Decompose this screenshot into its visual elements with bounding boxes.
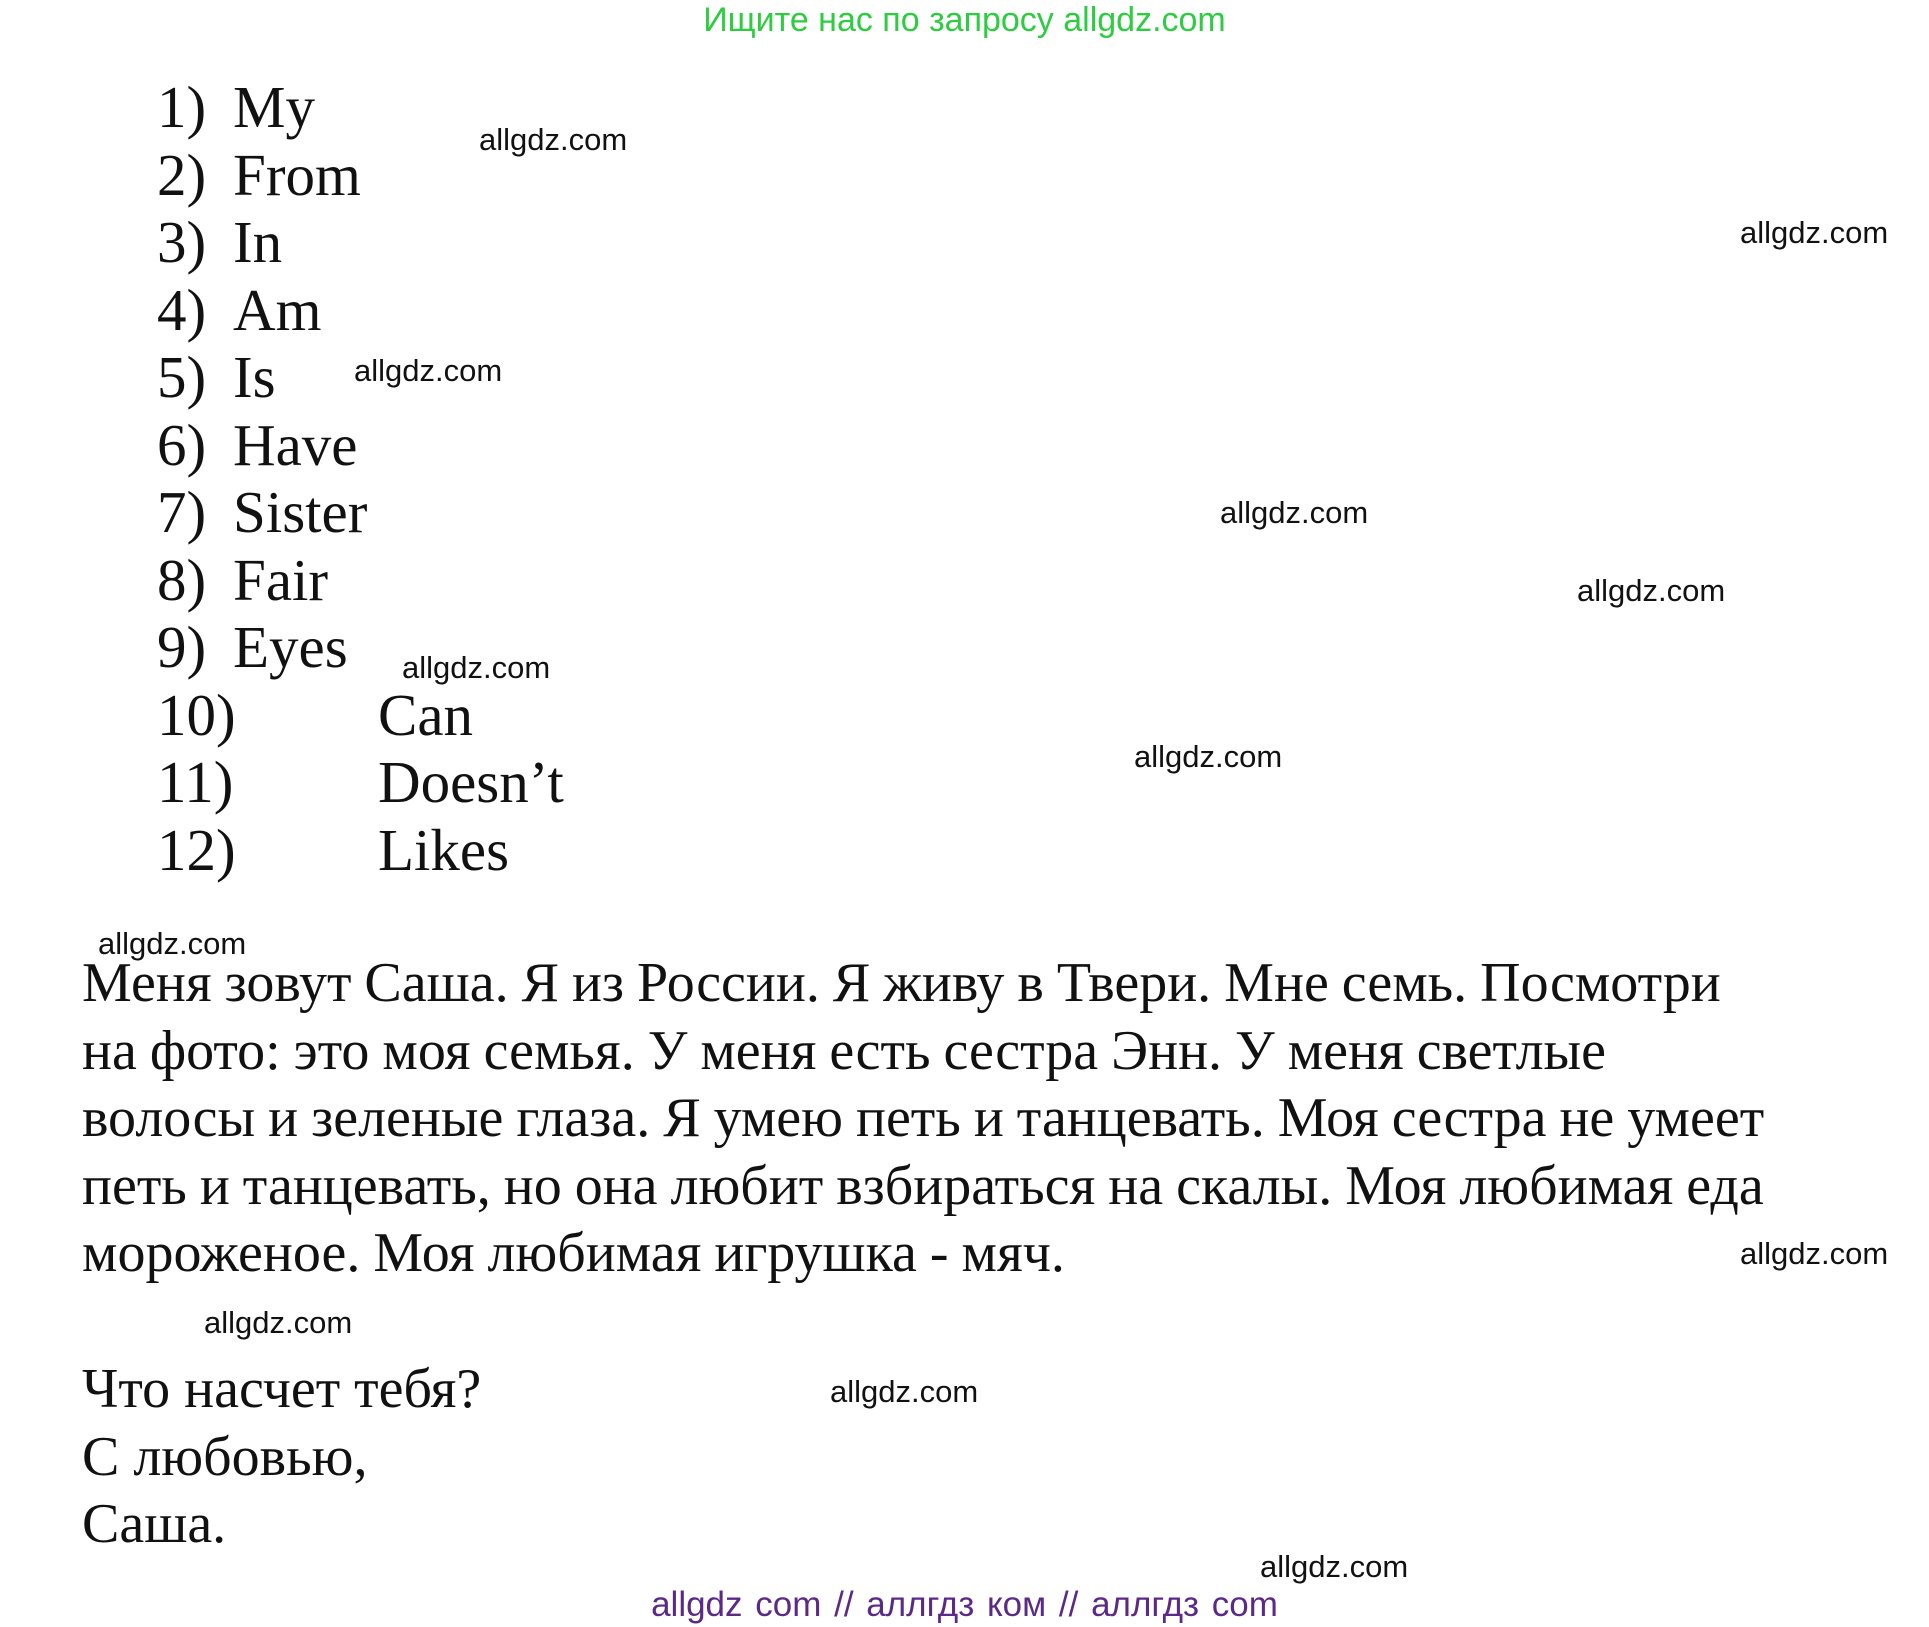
answer-number: 7) <box>157 479 207 545</box>
answer-number: 12) <box>157 816 236 883</box>
answer-item <box>157 209 564 277</box>
answer-word: Am <box>233 276 322 343</box>
watermark: allgdz.com <box>830 1374 979 1409</box>
answer-word: Likes <box>378 816 510 883</box>
answer-number: 1) <box>157 74 207 140</box>
answer-item <box>157 817 564 885</box>
answer-list <box>157 74 564 884</box>
answer-item <box>157 682 564 750</box>
watermark: allgdz.com <box>1220 495 1369 530</box>
answer-number: 9) <box>157 614 207 680</box>
answer-word: Sister <box>233 479 368 545</box>
footer-links: allgdz com // аллгдз ком // аллгдз com <box>651 1585 1278 1624</box>
answer-word: Have <box>233 411 358 478</box>
watermark: allgdz.com <box>98 926 247 961</box>
answer-item <box>157 547 564 615</box>
answer-item <box>157 479 564 547</box>
watermark: allgdz.com <box>402 650 551 685</box>
answer-word: Is <box>233 344 276 410</box>
watermark: allgdz.com <box>1740 1236 1889 1271</box>
answer-number: 6) <box>157 411 207 478</box>
watermark: allgdz.com <box>204 1305 353 1340</box>
translation-line: мороженое. Моя любимая игрушка - мяч. <box>82 1222 1065 1284</box>
translation-paragraph <box>82 950 1912 1288</box>
answer-number: 10) <box>157 681 236 748</box>
translation-line: петь и танцевать, но она любит взбираться на скалы. Моя любимая еда <box>82 1154 1764 1217</box>
answer-word: In <box>233 209 283 275</box>
top-search-banner: Ищите нас по запросу allgdz.com <box>703 1 1226 39</box>
answer-word: Can <box>378 681 474 748</box>
watermark: allgdz.com <box>354 353 503 388</box>
answer-number: 5) <box>157 344 207 410</box>
translation-line: Меня зовут Саша. Я из России. Я живу в Твери. Мне семь. Посмотри <box>82 952 1721 1014</box>
translation-line: на фото: это моя семья. У меня есть сестра Энн. У меня светлые <box>82 1019 1607 1082</box>
closing-question: Что насчет тебя? <box>82 1358 482 1420</box>
translation-line: волосы и зеленые глаза. Я умею петь и танцевать. Моя сестра не умеет <box>82 1087 1765 1149</box>
answer-number: 3) <box>157 209 207 275</box>
answer-word: Fair <box>233 546 329 613</box>
answer-word: Doesn’t <box>378 749 564 815</box>
closing-name: Саша. <box>82 1493 227 1555</box>
answer-item <box>157 412 564 480</box>
answer-word: My <box>233 74 315 140</box>
watermark: allgdz.com <box>1134 739 1283 774</box>
answer-word: From <box>233 141 361 208</box>
watermark: allgdz.com <box>479 122 628 157</box>
answer-number: 8) <box>157 546 207 613</box>
watermark: allgdz.com <box>1740 215 1889 250</box>
watermark: allgdz.com <box>1260 1549 1409 1584</box>
answer-number: 2) <box>157 141 207 208</box>
answer-number: 4) <box>157 276 207 343</box>
answer-item <box>157 749 564 817</box>
closing-sign-off: С любовью, <box>82 1425 368 1488</box>
letter-closing <box>82 1356 481 1559</box>
answer-word: Eyes <box>233 614 348 680</box>
watermark: allgdz.com <box>1577 573 1726 608</box>
answer-number: 11) <box>157 749 234 815</box>
answer-item <box>157 277 564 345</box>
